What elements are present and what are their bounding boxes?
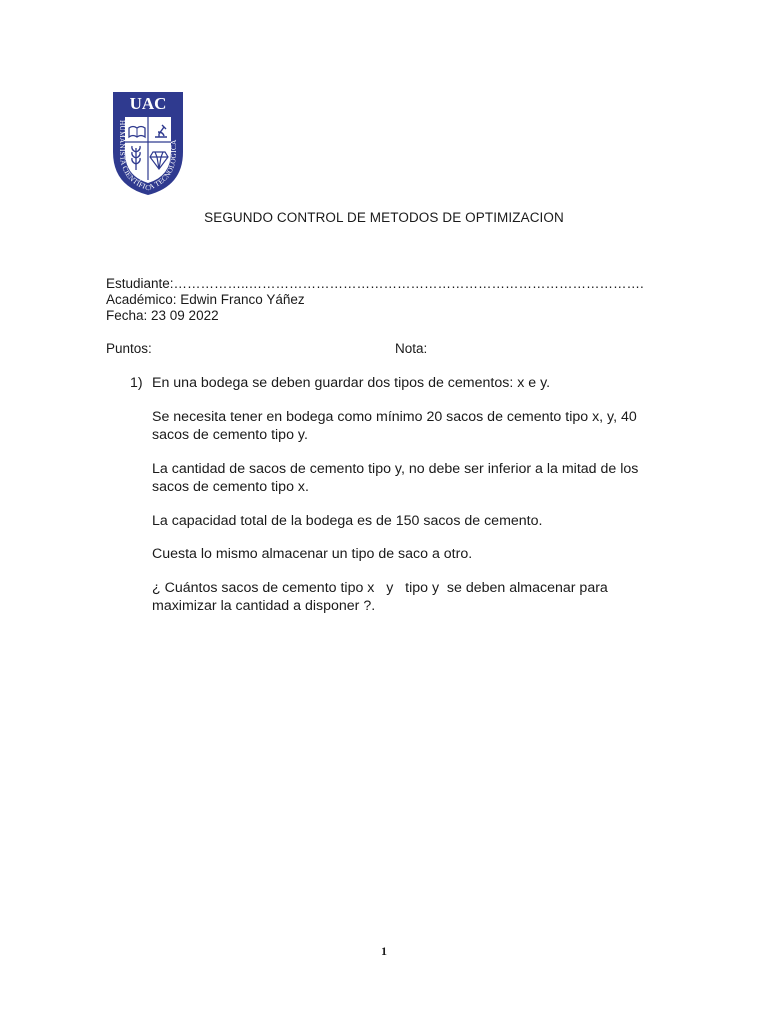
question-paragraph: La cantidad de sacos de cemento tipo y, no debe ser inferior a la mitad de los sacos de cemento tipo x. xyxy=(152,460,639,495)
question-paragraph: La capacidad total de la bodega es de 150 sacos de cemento. xyxy=(152,512,543,529)
question-number: 1) xyxy=(130,375,143,391)
document-title: SEGUNDO CONTROL DE METODOS DE OPTIMIZACION xyxy=(204,210,564,225)
university-logo xyxy=(111,90,185,196)
question-paragraph: En una bodega se deben guardar dos tipos de cementos: x e y. xyxy=(152,375,551,391)
question-paragraph: Cuesta lo mismo almacenar un tipo de saco a otro. xyxy=(152,546,473,562)
date-line: Fecha: 23 09 2022 xyxy=(106,308,219,323)
logo-motto: HUMANISTA CIENTÍFICA TECNOLÓGICA xyxy=(117,120,179,193)
points-row xyxy=(106,341,666,357)
student-line: Estudiante:……………..……………………………………………………………………………. xyxy=(106,276,644,291)
uac-crest-icon xyxy=(111,90,185,196)
grade-label: Nota: xyxy=(395,341,428,356)
question-paragraph: Se necesita tener en bodega como mínimo 20 sacos de cemento tipo x, y, 40 sacos de cemento tipo y. xyxy=(152,408,637,443)
logo-text: UAC xyxy=(129,94,167,113)
question-body xyxy=(152,374,660,631)
page-number: 1 xyxy=(381,944,387,958)
points-label: Puntos: xyxy=(106,341,152,356)
question-paragraph: ¿ Cuántos sacos de cemento tipo x y tipo y se deben almacenar para maximizar la cantidad a disponer ?. xyxy=(152,579,612,614)
header-info xyxy=(106,276,666,324)
academic-line: Académico: Edwin Franco Yáñez xyxy=(106,292,305,307)
